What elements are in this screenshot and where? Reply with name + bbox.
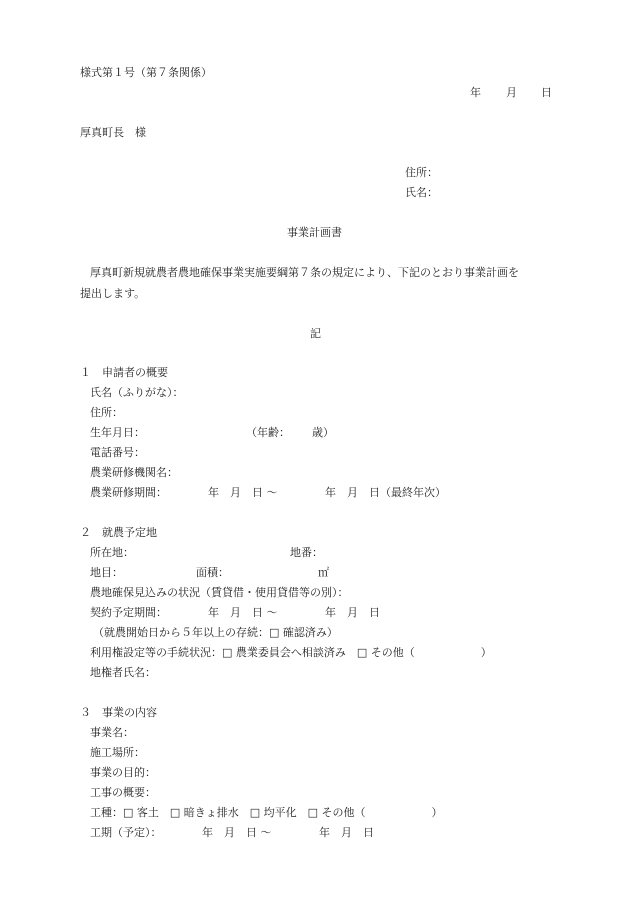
s1-period-label: 農業研修期間： [90,486,167,499]
s1-address-label: 住所： [90,406,123,419]
date-year-label: 年 [470,86,481,99]
s1-age-close: 歳） [312,426,334,439]
s1-institution-label: 農業研修機関名： [90,466,178,479]
date-day-label: 日 [541,86,552,99]
s3-schedule-label: 工期（予定）： [90,826,162,839]
s1-period-end: 年 月 日（最終年次） [325,486,446,499]
s3-project-name-label: 事業名： [90,726,134,739]
s2-lot-label: 地番： [290,546,323,559]
date-month-label: 月 [506,86,517,99]
s1-period-start: 年 月 日 〜 [208,486,278,499]
applicant-name-label: 氏名： [405,186,438,199]
s1-birth-label: 生年月日： [90,426,145,439]
s2-landowner-label: 地権者氏名： [90,666,156,679]
s2-contract-start: 年 月 日 〜 [208,606,278,619]
section1-heading: １ 申請者の概要 [80,366,168,379]
s2-prospect-label: 農地確保見込みの状況（賃貸借・使用貸借等の別）： [90,586,349,599]
applicant-address-label: 住所： [405,166,438,179]
s2-area-label: 面積： [196,566,229,579]
s2-procedure: 利用権設定等の手続状況：□ 農業委員会へ相談済み □ その他（ ） [90,646,492,659]
recipient: 厚真町長 様 [80,126,146,139]
s2-contract-label: 契約予定期間： [90,606,167,619]
intro-line-2: 提出します。 [80,287,146,300]
s1-age-open: （年齢： [246,426,290,439]
form-number: 様式第１号（第７条関係） [80,66,212,79]
s1-name-label: 氏名（ふりがな）： [90,386,184,399]
s1-phone-label: 電話番号： [90,446,145,459]
s2-contract-end: 年 月 日 [325,606,380,619]
intro-line-1: 厚真町新規就農者農地確保事業実施要綱第７条の規定により、下記のとおり事業計画を [90,266,519,279]
s3-purpose-label: 事業の目的： [90,766,156,779]
s2-area-unit: ㎡ [318,566,329,579]
s3-schedule-start: 年 月 日 〜 [202,826,272,839]
s3-schedule-end: 年 月 日 [319,826,374,839]
s3-site-label: 施工場所： [90,746,145,759]
s3-overview-label: 工事の概要： [90,786,156,799]
section2-heading: ２ 就農予定地 [80,526,157,539]
section3-heading: ３ 事業の内容 [80,706,157,719]
s2-continuation: （就農開始日から５年以上の存続：□ 確認済み） [93,626,338,639]
s2-location-label: 所在地： [90,546,134,559]
s3-work-types: 工種：□ 客土 □ 暗きょ排水 □ 均平化 □ その他（ ） [90,806,443,819]
ki-heading: 記 [310,327,321,340]
document-title: 事業計画書 [287,226,342,239]
s2-category-label: 地目： [90,566,123,579]
